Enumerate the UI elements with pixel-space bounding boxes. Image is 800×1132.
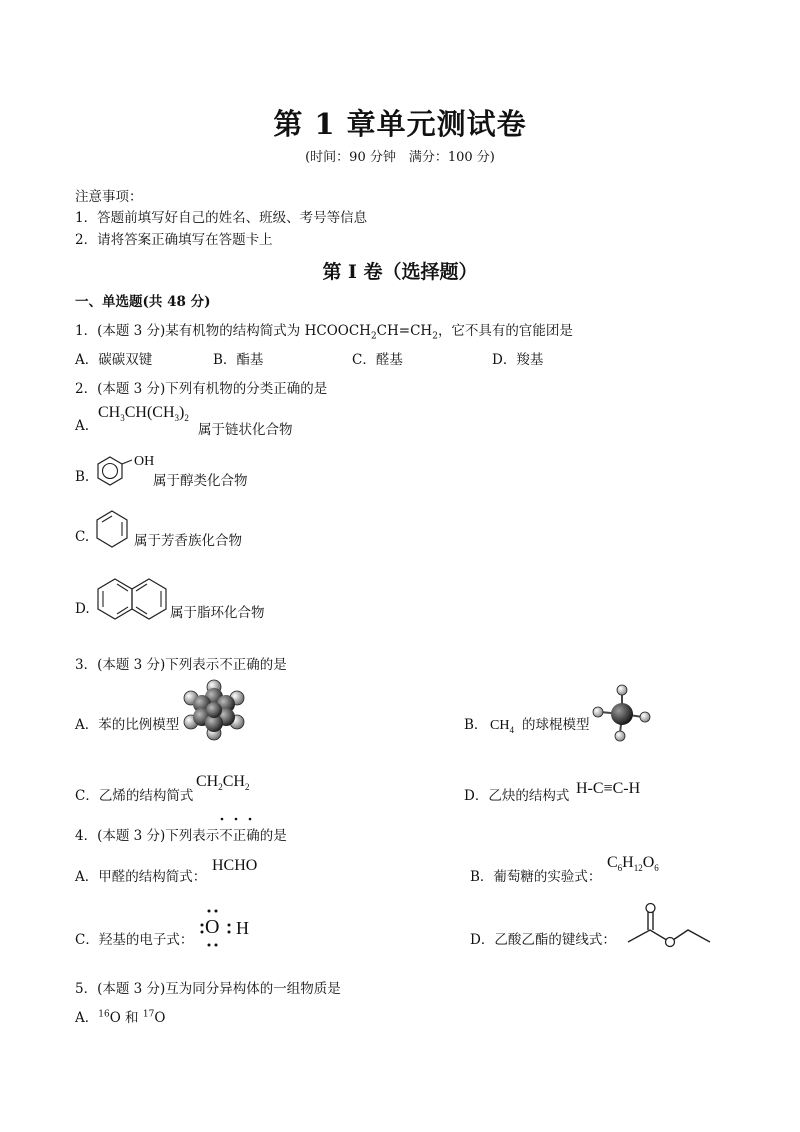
q2-option-b-label[interactable]: B. — [75, 469, 90, 485]
q4-b-s2: 12 — [633, 863, 643, 874]
notes-item-2: 2．请将答案正确填写在答题卡上 — [75, 232, 273, 248]
q3-option-d-text[interactable]: D．乙炔的结构式 — [464, 788, 570, 804]
q3-option-c-text[interactable]: C．乙烯的结构简式 — [75, 788, 194, 804]
q3-b-formula — [490, 718, 514, 735]
q2-option-a-label[interactable]: A. — [75, 418, 90, 434]
q3-b-sub: 4 — [509, 724, 514, 735]
q3-d-formula: H-C≡C-H — [576, 780, 641, 797]
page-subtitle: (时间：90 分钟 满分：100 分) — [305, 150, 495, 165]
question-3-stem: 3．(本题 3 分)下列表示不正确的是 — [75, 657, 287, 673]
cyclohexadiene-structure-icon — [94, 509, 134, 549]
q4-b-s3: 6 — [654, 863, 659, 874]
page-title: 第 1 章单元测试卷 — [273, 107, 527, 141]
methane-ball-stick-model-icon — [590, 682, 654, 742]
q1-option-c[interactable]: C．醛基 — [352, 352, 403, 368]
q2-a-s2: 3 — [174, 413, 180, 424]
q5-a-sup1: 16 — [98, 1009, 110, 1020]
q2-b-oh: OH — [134, 454, 155, 469]
part-heading: 一、单选题(共 48 分) — [75, 294, 211, 310]
q4-b-formula — [607, 854, 659, 873]
q1-sub: 2 — [370, 331, 377, 342]
q2-a-f3: ) — [179, 404, 185, 421]
q4-option-a-text[interactable]: A．甲醛的结构简式： — [75, 869, 207, 885]
q3-b-ch: CH — [490, 718, 510, 733]
question-2-stem: 2．(本题 3 分)下列有机物的分类正确的是 — [75, 381, 328, 397]
question-5-stem: 5．(本题 3 分)互为同分异构体的一组物质是 — [75, 981, 341, 997]
q2-a-f2: CH(CH — [124, 404, 175, 421]
q3-c-f1: CH — [196, 773, 219, 790]
q4-option-d-text[interactable]: D．乙酸乙酯的键线式： — [470, 932, 616, 948]
q3-c-f2: CH — [222, 773, 245, 790]
q2-option-d-label[interactable]: D. — [75, 601, 90, 617]
section-title: 第 I 卷（选择题） — [322, 261, 478, 283]
q3-option-b-label[interactable]: B． — [464, 717, 488, 733]
q4-stem-emphasis: 不正确 — [219, 828, 260, 844]
question-4-stem — [75, 824, 287, 844]
q3-c-s1: 2 — [218, 782, 223, 793]
q3-option-b-text: 的球棍模型 — [522, 717, 590, 733]
q2-a-s3: 2 — [184, 413, 189, 424]
q4-stem-prefix: 4．(本题 3 分)下列表示 — [75, 828, 220, 844]
q2-option-d-text: 属于脂环化合物 — [170, 605, 265, 621]
emphasis-dots — [219, 816, 263, 822]
q4-b-f1: C — [607, 854, 618, 871]
benzene-space-filling-model-icon — [182, 680, 246, 740]
q3-c-s2: 2 — [244, 782, 250, 793]
q4-c-oxygen: O — [205, 916, 220, 938]
notes-heading: 注意事项： — [75, 189, 143, 205]
hydroxyl-electron-dots — [200, 908, 236, 948]
q4-a-formula: HCHO — [212, 857, 258, 874]
q1-option-b[interactable]: B．酯基 — [213, 352, 264, 368]
q5-option-a[interactable] — [75, 1006, 165, 1026]
notes-item-1: 1．答题前填写好自己的姓名、班级、考号等信息 — [75, 210, 368, 226]
q2-option-b-text: 属于醇类化合物 — [153, 473, 248, 489]
q4-stem-suffix: 的是 — [259, 828, 287, 844]
q2-option-c-label[interactable]: C. — [75, 529, 90, 545]
q2-option-c-text: 属于芳香族化合物 — [134, 533, 242, 549]
q4-c-hydrogen: H — [236, 918, 249, 938]
ethyl-acetate-skeletal-structure-icon — [626, 900, 714, 948]
q4-option-b-text[interactable]: B．葡萄糖的实验式： — [470, 869, 602, 885]
q4-b-f3: O — [642, 854, 655, 871]
q5-a-o2: O — [154, 1010, 166, 1026]
q1-stem-suffix: CH=CH — [376, 323, 433, 339]
q3-option-a-text[interactable]: A．苯的比例模型 — [75, 717, 180, 733]
q1-stem-prefix: 1．(本题 3 分)某有机物的结构简式为 HCOOCH — [75, 323, 371, 339]
q1-sub2: 2 — [432, 331, 438, 342]
q5-a-o1: O 和 — [109, 1010, 143, 1026]
naphthalene-structure-icon — [96, 577, 172, 621]
q2-option-a-formula — [98, 404, 189, 423]
q2-a-f1: CH — [98, 404, 121, 421]
q5-a-label: A． — [75, 1010, 99, 1026]
q1-option-a[interactable]: A．碳碳双键 — [75, 352, 153, 368]
q5-a-sup2: 17 — [142, 1009, 155, 1020]
q2-a-s1: 3 — [120, 413, 125, 424]
q4-option-c-text[interactable]: C．羟基的电子式： — [75, 932, 194, 948]
q1-option-d[interactable]: D．羧基 — [492, 352, 544, 368]
question-1-stem — [75, 319, 573, 342]
q4-b-f2: H — [622, 854, 634, 871]
q3-c-formula — [196, 773, 249, 792]
q2-option-a-text: 属于链状化合物 — [198, 422, 293, 438]
q4-b-s1: 6 — [617, 863, 623, 874]
q1-stem-end: ，它不具有的官能团是 — [437, 323, 573, 339]
